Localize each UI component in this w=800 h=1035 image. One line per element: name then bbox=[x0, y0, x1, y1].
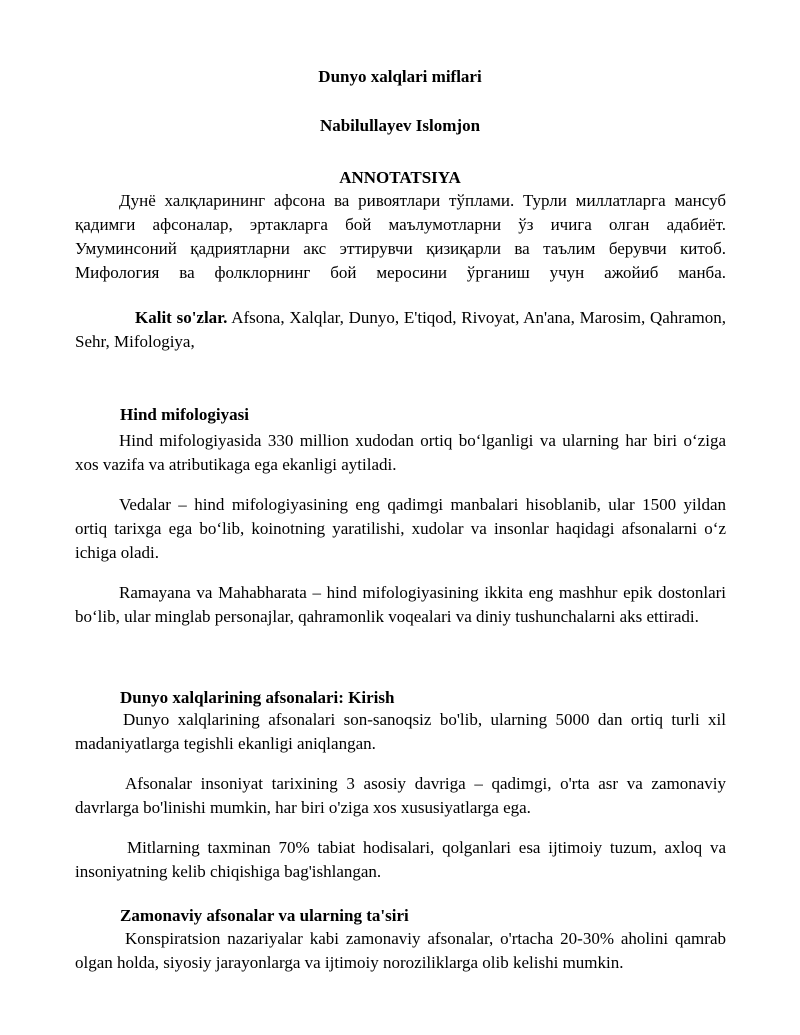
document-title: Dunyo xalqlari miflari bbox=[318, 67, 482, 86]
section-zamonaviy-paragraph-1: Konspiratsion nazariyalar kabi zamonaviy afsonalar, o'rtacha 20-30% aholini qamrab olgan holda, siyosiy jarayonlarga va ijtimoiy noroziliklarga olib kelishi mumkin. bbox=[75, 929, 726, 972]
annotation-heading: ANNOTATSIYA bbox=[339, 168, 461, 187]
section-kirish-paragraph-1: Dunyo xalqlarining afsonalari son-sanoqsiz bo'lib, ularning 5000 dan ortiq turli xil madaniyatlarga tegishli ekanligi aniqlangan. bbox=[75, 710, 726, 753]
section-heading-kirish: Dunyo xalqlarining afsonalari: Kirish bbox=[120, 688, 395, 707]
section-kirish-paragraph-3: Mitlarning taxminan 70% tabiat hodisalari, qolganlari esa ijtimoiy tuzum, axloq va insoniyatning kelib chiqishiga bag'ishlangan. bbox=[75, 838, 726, 881]
section-hind-paragraph-2: Vedalar – hind mifologiyasining eng qadimgi manbalari hisoblanib, ular 1500 yildan ortiq tarixga ega boʻlib, koinotning yaratilishi, xudolar va insonlar haqidagi afsonalarni oʻz ichiga oladi. bbox=[75, 495, 726, 562]
keywords-text: Afsona, Xalqlar, Dunyo, E'tiqod, Rivoyat, An'ana, Marosim, Qahramon, Sehr, Mifologiya, bbox=[75, 308, 726, 351]
document-author: Nabilullayev Islomjon bbox=[319, 116, 481, 135]
section-heading-zamonaviy: Zamonaviy afsonalar va ularning ta'siri bbox=[120, 906, 409, 925]
annotation-text: Дунё халқларининг афсона ва ривоятлари тўплами. Турли миллатларга мансуб қадимги афсоналар, эртакларга бой маълумотларни ўз ичига олган адабиёт. Умуминсоний қадриятларни акс эттирувчи қизиқарли ва таълим берувчи китоб. Мифология ва фолклорнинг бой меросини ўрганиш учун ажойиб манба. bbox=[75, 191, 726, 282]
keywords-paragraph bbox=[75, 306, 726, 354]
section-heading-hind: Hind mifologiyasi bbox=[120, 405, 249, 424]
keywords-label: Kalit so'zlar. bbox=[135, 308, 228, 327]
section-kirish-paragraph-2: Afsonalar insoniyat tarixining 3 asosiy davriga – qadimgi, o'rta asr va zamonaviy davrlarga bo'linishi mumkin, har biri o'ziga xos xususiyatlarga ega. bbox=[75, 774, 726, 817]
annotation-paragraph bbox=[75, 189, 726, 285]
section-hind-paragraph-1: Hind mifologiyasida 330 million xudodan ortiq boʻlganligi va ularning har biri oʻziga xos vazifa va atributikaga ega ekanligi aytiladi. bbox=[75, 431, 726, 474]
section-hind-paragraph-3: Ramayana va Mahabharata – hind mifologiyasining ikkita eng mashhur epik dostonlari boʻlib, ular minglab personajlar, qahramonlik voqealari va diniy tushunchalarni aks ettiradi. bbox=[75, 583, 726, 626]
